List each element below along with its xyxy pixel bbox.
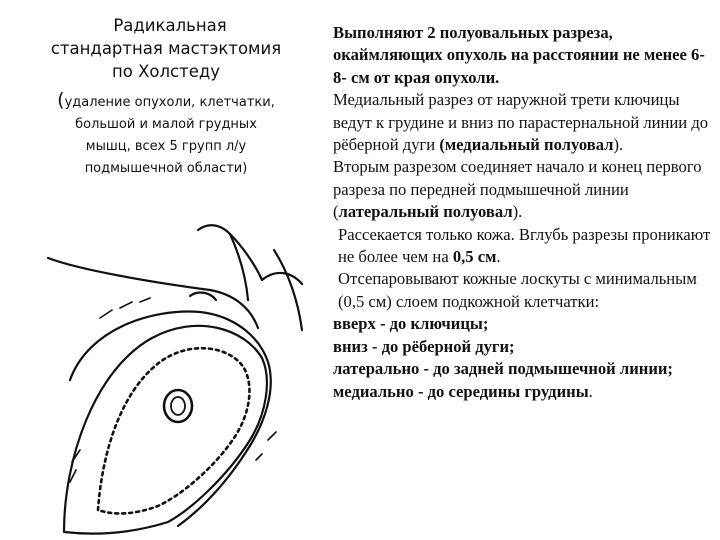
paragraph-flaps: Отсепаровывают кожные лоскуты с минимальным (0,5 см) слоем подкожной клетчатки: <box>338 269 697 311</box>
paragraph-skin-depth <box>333 224 718 269</box>
title-line-3: по Холстеду <box>111 62 221 81</box>
lateral-incision-text: Вторым разрезом соединяет начало и конец первого разреза по передней подмышечной линии ( <box>333 157 702 222</box>
slide-title <box>20 14 312 83</box>
tumour-bump <box>190 293 216 300</box>
arm-contour-lower <box>274 250 302 330</box>
title-block <box>20 14 312 180</box>
flap-direction-up: вверх - до ключицы; <box>333 314 489 334</box>
description-text <box>333 22 718 403</box>
medial-incision-end: ). <box>613 135 624 155</box>
lateral-incision-bold: латеральный полуовал <box>338 202 513 222</box>
paragraph-lateral-incision <box>333 156 718 223</box>
open-paren: ( <box>57 89 65 111</box>
mastectomy-incision-illustration <box>40 210 330 540</box>
flap-direction-medial <box>333 381 718 403</box>
paragraph-incisions: Выполняют 2 полуовальных разреза, окаймляющих опухоль на расстоянии не менее 6-8- см от края опухоли. <box>333 23 705 87</box>
skin-depth-bold: 0,5 см <box>452 247 497 267</box>
subtitle-line-2: большой и малой грудных <box>75 117 257 132</box>
paragraph-medial-incision <box>333 89 718 156</box>
subtitle-line-4: подмышечной области) <box>84 161 248 176</box>
nipple-outer <box>164 390 192 422</box>
inner-dotted-incision <box>98 348 249 513</box>
lateral-incision-end: ). <box>512 202 523 222</box>
title-line-2: стандартная мастэктомия <box>50 39 282 58</box>
subtitle-line-3: мышц, всех 5 групп л/у <box>85 139 247 154</box>
skin-depth-end: . <box>496 247 501 267</box>
title-line-1: Радикальная <box>113 16 227 35</box>
medial-incision-text: Медиальный разрез от наружной трети ключицы ведут к грудине и вниз по парастернальной линии до рёберной дуги <box>333 90 709 155</box>
skin-depth-text: Рассекается только кожа. Вглубь разрезы проникают не более чем на <box>338 224 711 267</box>
flap-direction-lateral: латерально - до задней подмышечной линии; <box>333 359 673 379</box>
medial-incision-bold: (медиальный полуовал <box>439 135 614 155</box>
shoulder-contour <box>48 258 258 328</box>
subtitle-line-1-text: удаление опухоли, клетчатки, <box>64 95 275 110</box>
flap-direction-medial-text: медиально - до середины грудины <box>333 381 589 401</box>
slide-subtitle <box>20 89 312 180</box>
flap-direction-down: вниз - до рёберной дуги; <box>333 336 515 356</box>
nipple-inner <box>171 397 185 415</box>
subtitle-line-1 <box>20 89 312 114</box>
flap-direction-medial-end: . <box>588 381 593 401</box>
